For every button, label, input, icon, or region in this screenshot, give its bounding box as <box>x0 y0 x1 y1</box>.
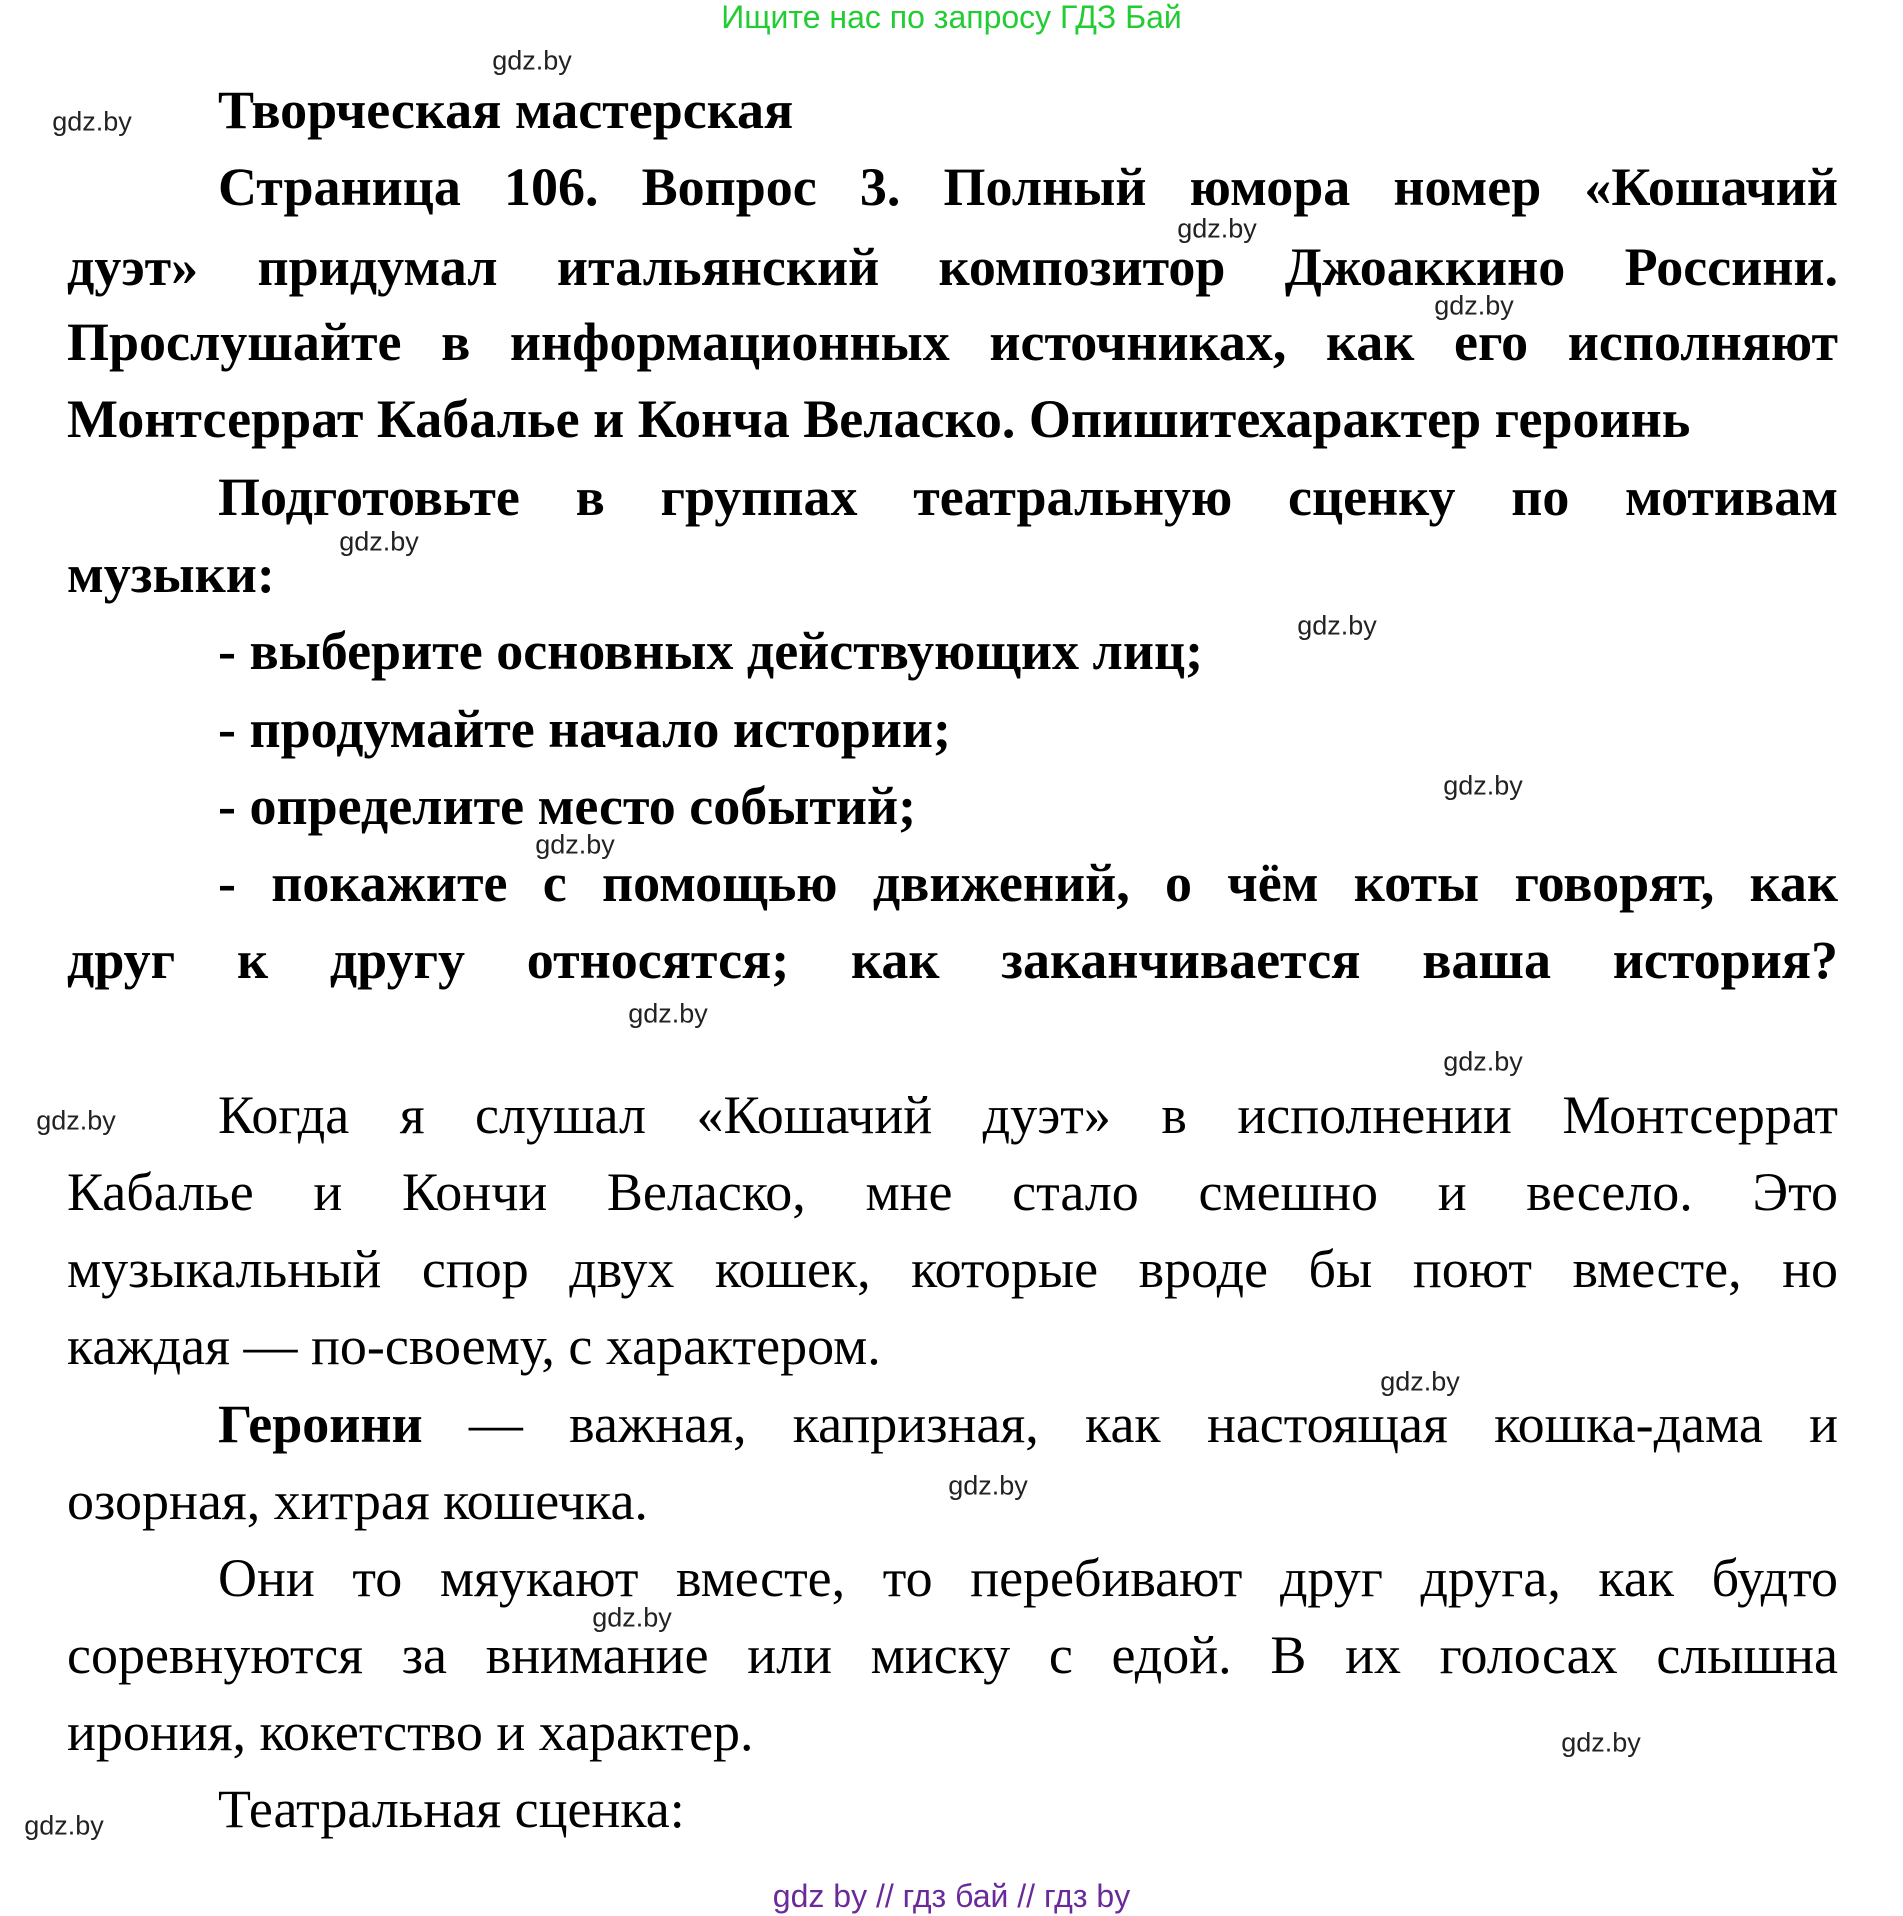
watermark: gdz.by <box>1443 770 1523 801</box>
answer-line: Когда я слушал «Кошачий дуэт» в исполнении Монтсеррат <box>218 1085 1838 1145</box>
heroines-line: озорная, хитрая кошечка. <box>67 1471 648 1531</box>
scene-label: Театральная сценка: <box>218 1779 685 1839</box>
watermark: gdz.by <box>339 526 419 557</box>
task-item: друг к другу относятся; как заканчивается ваша история? <box>67 930 1838 990</box>
footer-banner: gdz by // гдз бай // гдз by <box>772 1878 1131 1914</box>
watermark: gdz.by <box>492 45 572 76</box>
paragraph-line: Они то мяукают вместе, то перебивают друг друга, как будто <box>218 1548 1838 1608</box>
watermark: gdz.by <box>1177 213 1257 244</box>
question-line: дуэт» придумал итальянский композитор Джоаккино Россини. <box>67 237 1838 297</box>
watermark: gdz.by <box>1561 1727 1641 1758</box>
watermark: gdz.by <box>592 1602 672 1633</box>
watermark: gdz.by <box>24 1810 104 1841</box>
answer-line: музыкальный спор двух кошек, которые вроде бы поют вместе, но <box>67 1239 1838 1299</box>
paragraph-line: ирония, кокетство и характер. <box>67 1702 754 1762</box>
watermark: gdz.by <box>535 829 615 860</box>
paragraph-line: соревнуются за внимание или миску с едой. В их голосах слышна <box>67 1625 1838 1685</box>
heroines-text: — важная, капризная, как настоящая кошка-дама и <box>422 1394 1838 1454</box>
watermark: gdz.by <box>1297 610 1377 641</box>
watermark: gdz.by <box>52 106 132 137</box>
question-line: Прослушайте в информационных источниках, как его исполняют <box>67 312 1838 372</box>
question-line: музыки: <box>67 544 275 604</box>
answer-line: каждая — по-своему, с характером. <box>67 1316 881 1376</box>
task-item: - выберите основных действующих лиц; <box>218 621 1204 681</box>
watermark: gdz.by <box>1443 1046 1523 1077</box>
watermark: gdz.by <box>1434 290 1514 321</box>
watermark: gdz.by <box>36 1105 116 1136</box>
heroines-line <box>218 1386 1838 1462</box>
watermark: gdz.by <box>1380 1366 1460 1397</box>
question-line: Монтсеррат Кабалье и Конча Веласко. Опишитехарактер героинь <box>67 389 1691 449</box>
heroines-label: Героини <box>218 1394 423 1454</box>
search-banner: Ищите нас по запросу ГДЗ Бай <box>721 0 1182 35</box>
watermark: gdz.by <box>628 998 708 1029</box>
task-item: - определите место событий; <box>218 776 917 836</box>
task-item: - покажите с помощью движений, о чём коты говорят, как <box>218 853 1838 913</box>
task-item: - продумайте начало истории; <box>218 699 952 759</box>
watermark: gdz.by <box>948 1470 1028 1501</box>
section-title: Творческая мастерская <box>218 80 794 140</box>
answer-line: Кабалье и Кончи Веласко, мне стало смешно и весело. Это <box>67 1162 1838 1222</box>
question-line: Подготовьте в группах театральную сценку по мотивам <box>218 467 1838 527</box>
question-line: Страница 106. Вопрос 3. Полный юмора номер «Кошачий <box>218 157 1838 217</box>
